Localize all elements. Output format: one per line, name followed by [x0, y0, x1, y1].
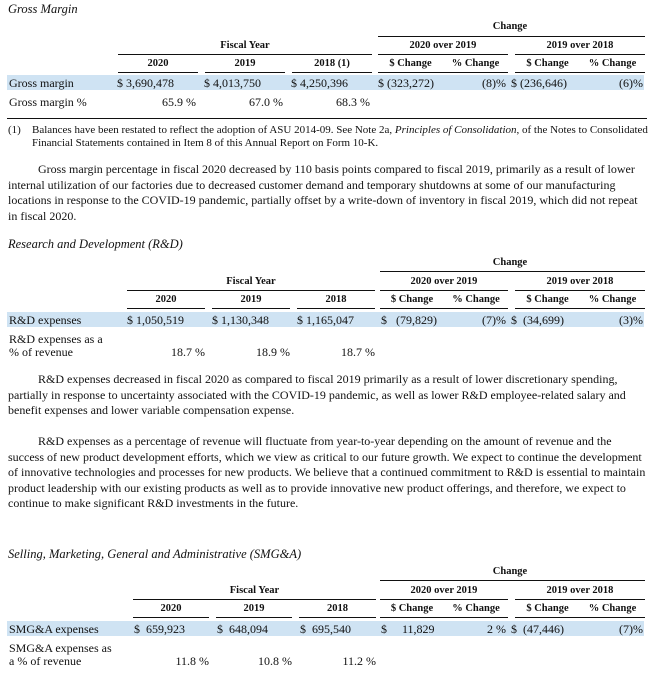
cell-value: $ 659,923 [134, 622, 185, 636]
paragraph-text: R&D expenses decreased in fiscal 2020 as compared to fiscal 2019 primarily as a result of lower discretionary spending, partially in response to uncertainty associated with the COVID-19 pandemic, as well as lower R&D employee-related salary and benefit expenses and lower variable compensation expense. [8, 372, 626, 417]
cell-value: 18.7 % [341, 345, 375, 359]
col-header-pct-change: % Change [452, 603, 500, 614]
col-header-dollar-change: $ Change [526, 294, 569, 305]
cmp-header-2019-2018: 2019 over 2018 [546, 40, 614, 51]
col-header-pct-change: % Change [452, 294, 500, 305]
cmp-header-2019-2018: 2019 over 2018 [546, 276, 614, 287]
cell-value: 10.8 % [258, 654, 292, 668]
col-header-dollar-change: $ Change [389, 58, 432, 69]
col-header-2018: 2018 [327, 603, 348, 614]
col-header-2018: 2018 [325, 294, 347, 305]
header-rule [444, 308, 508, 309]
cell-value: (6)% [619, 76, 643, 90]
cell-value: 68.3 % [336, 95, 370, 109]
header-rule [380, 580, 645, 581]
col-header-dollar-change: $ Change [390, 603, 434, 614]
cell-value: $ 4,013,750 [204, 76, 261, 90]
header-rule [216, 617, 292, 618]
col-header-pct-change: % Change [588, 603, 637, 614]
row-label-rd-pct-line1: R&D expenses as a [9, 332, 103, 346]
header-rule [378, 54, 508, 55]
header-rule [118, 72, 198, 73]
fiscal-year-header: Fiscal Year [229, 585, 280, 596]
footnote-text-italic: Principles of Consolidation [394, 124, 517, 136]
cell-value: $ (47,446) [511, 622, 564, 636]
cell-value: $ 1,130,348 [212, 313, 269, 327]
col-header-pct-change: % Change [588, 294, 637, 305]
header-rule [580, 308, 645, 309]
cell-value: (8)% [482, 76, 506, 90]
header-rule [380, 290, 508, 291]
col-header-2019: 2019 [240, 294, 262, 305]
paragraph [8, 434, 646, 512]
footnote-rule [7, 118, 647, 119]
cell-value: (7)% [619, 622, 643, 636]
row-label-smga-pct-line1: SMG&A expenses as [9, 641, 112, 655]
cmp-header-2020-2019: 2020 over 2019 [410, 276, 478, 287]
cell-value: $ (323,272) [378, 76, 434, 90]
header-rule [580, 617, 645, 618]
cell-value: 2 % [487, 622, 506, 636]
header-rule [378, 36, 645, 37]
cell-value: 65.9 % [162, 95, 196, 109]
cell-value: 67.0 % [249, 95, 283, 109]
header-rule [580, 72, 645, 73]
header-rule [515, 617, 580, 618]
cell-value: $ 695,540 [300, 622, 351, 636]
header-rule [133, 617, 209, 618]
col-header-2020: 2020 [147, 58, 169, 69]
col-header-2019: 2019 [234, 58, 256, 69]
col-header-dollar-change: $ Change [390, 294, 434, 305]
cell-value: $ (34,699) [511, 313, 564, 327]
header-rule [118, 54, 372, 55]
header-rule [380, 617, 444, 618]
header-rule [212, 308, 290, 309]
col-header-pct-change: % Change [451, 58, 500, 69]
cmp-header-2019-2018: 2019 over 2018 [546, 585, 614, 596]
cell-value: $ 3,690,478 [117, 76, 174, 90]
cmp-header-2020-2019: 2020 over 2019 [409, 40, 477, 51]
section-title-gross-margin: Gross Margin [8, 2, 78, 16]
col-header-pct-change: % Change [588, 58, 637, 69]
col-header-2018: 2018 (1) [314, 58, 350, 69]
header-rule [380, 599, 508, 600]
section-title-rd: Research and Development (R&D) [8, 237, 183, 251]
cell-value: $ (79,829) [381, 313, 437, 327]
footnote-text: , of the Notes to Consolidated Financial Statements contained in Item 8 of this Annual Report on Form 10-K. [32, 124, 648, 149]
cell-value: $ 4,250,396 [291, 76, 348, 90]
cell-value: $ 11,829 [381, 622, 435, 636]
col-header-2020: 2020 [155, 294, 177, 305]
col-header-2019: 2019 [243, 603, 265, 614]
cell-value: $ (236,646) [511, 76, 567, 90]
cell-value: 18.7 % [171, 345, 205, 359]
footnote-text: Balances have been restated to reflect the adoption of ASU 2014-09. See Note 2a, [32, 124, 395, 136]
change-header: Change [492, 566, 528, 577]
paragraph [8, 372, 646, 419]
header-rule [515, 308, 580, 309]
header-rule [299, 617, 376, 618]
fiscal-year-header: Fiscal Year [220, 40, 270, 51]
row-label-smga-pct-line2: a % of revenue [9, 654, 82, 668]
header-rule [515, 72, 580, 73]
header-rule [380, 308, 444, 309]
header-rule [127, 308, 205, 309]
paragraph [8, 162, 646, 224]
cell-value: 18.9 % [256, 345, 290, 359]
cmp-header-2020-2019: 2020 over 2019 [410, 585, 478, 596]
header-rule [292, 72, 372, 73]
footnote-marker: (1) [8, 124, 21, 136]
header-rule [297, 308, 375, 309]
col-header-2020: 2020 [160, 603, 182, 614]
col-header-dollar-change: $ Change [526, 58, 569, 69]
paragraph-text: R&D expenses as a percentage of revenue will fluctuate from year-to-year depending on the amount of revenue and the success of new product development efforts, which we view as critical to our future growth. We expect to continue the development of innovative technologies and processes for new products. We believe that a continued commitment to R&D is essential to maintain product leadership with our existing products as well as to provide innovative new product offerings, and therefore, we expect to continue to make significant R&D investments in the future. [8, 434, 646, 510]
header-rule [444, 617, 508, 618]
paragraph-text: Gross margin percentage in fiscal 2020 decreased by 110 basis points compared to fiscal 2019, primarily as a result of lower internal utilization of our factories due to decreased customer demand and temporary shutdowns at some of our manufacturing locations in response to the COVID-19 pandemic, partially offset by a write-down of inventory in fiscal 2019, which did not repeat in fiscal 2020. [8, 162, 638, 223]
header-rule [205, 72, 285, 73]
row-label-rd-expenses: R&D expenses [9, 313, 82, 327]
header-rule [378, 72, 443, 73]
header-rule [133, 599, 376, 600]
header-rule [380, 271, 645, 272]
row-label-rd-pct-line2: % of revenue [9, 345, 73, 359]
change-header: Change [492, 21, 528, 32]
row-label-smga-expenses: SMG&A expenses [9, 622, 99, 636]
col-header-dollar-change: $ Change [526, 603, 569, 614]
cell-value: $ 1,165,047 [297, 313, 354, 327]
header-rule [127, 290, 375, 291]
cell-value: $ 1,050,519 [127, 313, 184, 327]
row-label-gross-margin: Gross margin [9, 76, 74, 90]
cell-value: $ 648,094 [217, 622, 268, 636]
row-label-gross-margin-pct: Gross margin % [9, 95, 87, 109]
change-header: Change [492, 257, 528, 268]
footnote [8, 124, 648, 150]
header-rule [515, 599, 645, 600]
section-title-smga: Selling, Marketing, General and Administrative (SMG&A) [8, 547, 302, 561]
fiscal-year-header: Fiscal Year [226, 276, 276, 287]
cell-value: (7)% [482, 313, 506, 327]
cell-value: 11.2 % [342, 654, 376, 668]
header-rule [515, 54, 645, 55]
cell-value: 11.8 % [175, 654, 209, 668]
header-rule [443, 72, 508, 73]
header-rule [515, 290, 645, 291]
cell-value: (3)% [619, 313, 643, 327]
